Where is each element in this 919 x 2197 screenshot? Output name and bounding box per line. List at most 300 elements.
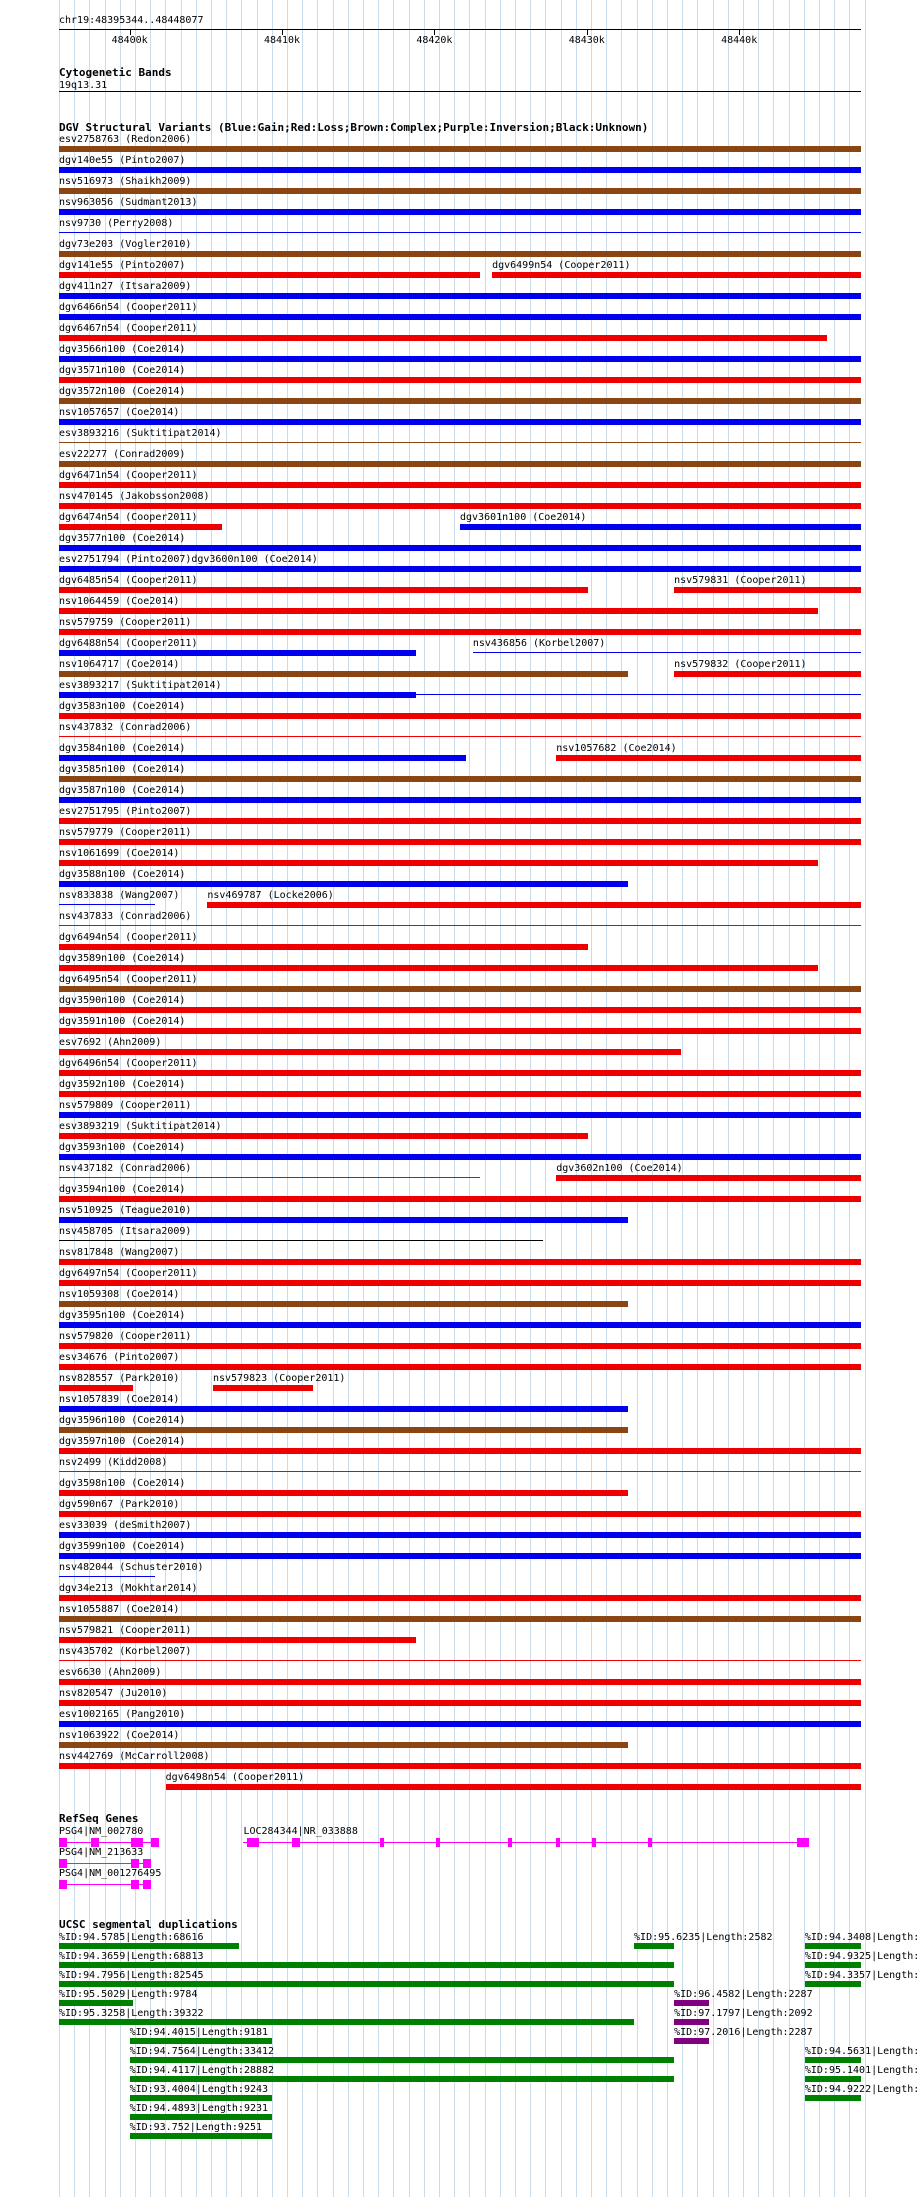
sv-bar-loss[interactable]	[59, 1364, 861, 1370]
sv-label[interactable]: nsv442769 (McCarroll2008)	[59, 1751, 210, 1762]
sv-bar-loss[interactable]	[59, 1679, 861, 1685]
sv-label[interactable]: dgv3571n100 (Coe2014)	[59, 365, 186, 376]
sv-bar-complex[interactable]	[59, 398, 861, 404]
cytoband-label: 19q13.31	[59, 80, 108, 91]
ruler-tick-label: 48410k	[263, 35, 301, 46]
sv-label[interactable]: esv3893217 (Suktitipat2014)	[59, 680, 222, 691]
segdup-label[interactable]: %ID:97.1797|Length:2092	[674, 2008, 813, 2019]
grid-line	[393, 0, 394, 2197]
sv-bar-complex[interactable]	[59, 251, 861, 257]
ruler-tick-label: 48420k	[416, 35, 453, 46]
sv-bar-loss[interactable]	[59, 925, 861, 926]
sv-bar-gain[interactable]	[59, 1532, 861, 1538]
grid-line	[804, 0, 805, 2197]
segdup-label[interactable]: %ID:94.3357|Length:	[804, 1970, 919, 1981]
sv-bar-gain[interactable]	[59, 1406, 628, 1412]
sv-bar-loss[interactable]	[59, 1763, 861, 1769]
segdup-bar[interactable]	[130, 2133, 272, 2139]
sv-bar-loss[interactable]	[59, 503, 861, 509]
sv-label[interactable]: nsv579820 (Cooper2011)	[59, 1331, 192, 1342]
sv-bar-loss[interactable]	[59, 629, 861, 635]
sv-label[interactable]: dgv6495n54 (Cooper2011)	[59, 974, 198, 985]
segdup-label[interactable]: %ID:94.7956|Length:82545	[59, 1970, 204, 1981]
gene-label[interactable]: PSG4|NM_002780	[59, 1826, 144, 1837]
cytoband-bar	[59, 91, 861, 92]
sv-bar-loss[interactable]	[556, 755, 861, 761]
sv-label[interactable]: dgv590n67 (Park2010)	[59, 1499, 180, 1510]
sv-label[interactable]: esv33039 (deSmith2007)	[59, 1520, 192, 1531]
gene-exon[interactable]	[508, 1838, 512, 1847]
sv-label[interactable]: nsv9730 (Perry2008)	[59, 218, 174, 229]
sv-bar-loss[interactable]	[59, 1196, 861, 1202]
grid-line	[576, 0, 577, 2197]
grid-line	[515, 0, 516, 2197]
grid-line	[758, 0, 759, 2197]
sv-label[interactable]: nsv1061699 (Coe2014)	[59, 848, 180, 859]
sv-bar-loss[interactable]	[59, 713, 861, 719]
gene-exon[interactable]	[91, 1838, 99, 1847]
sv-bar-loss[interactable]	[59, 335, 827, 341]
sv-label[interactable]: nsv1064717 (Coe2014)	[59, 659, 180, 670]
sv-bar-complex[interactable]	[59, 671, 628, 677]
grid-line	[439, 0, 440, 2197]
sv-label[interactable]: esv2751795 (Pinto2007)	[59, 806, 192, 817]
gene-exon[interactable]	[247, 1838, 259, 1847]
sv-bar-loss[interactable]	[59, 860, 818, 866]
refseq-title: RefSeq Genes	[59, 1812, 139, 1825]
sv-label[interactable]: nsv833838 (Wang2007)	[59, 890, 180, 901]
grid-line	[485, 0, 486, 2197]
sv-bar-loss[interactable]	[59, 1471, 861, 1472]
sv-bar-gain[interactable]	[59, 419, 861, 425]
sv-label[interactable]: dgv3590n100 (Coe2014)	[59, 995, 186, 1006]
sv-label[interactable]: dgv3593n100 (Coe2014)	[59, 1142, 186, 1153]
sv-bar-gain[interactable]	[59, 797, 861, 803]
sv-label[interactable]: dgv34e213 (Mokhtar2014)	[59, 1583, 198, 1594]
gene-exon[interactable]	[151, 1838, 159, 1847]
sv-label[interactable]: nsv435702 (Korbel2007)	[59, 1646, 192, 1657]
gene-exon[interactable]	[59, 1880, 67, 1889]
ruler-tick-label: 48400k	[111, 35, 148, 46]
sv-bar-loss[interactable]	[59, 1448, 861, 1454]
grid-line	[363, 0, 364, 2197]
grid-line	[561, 0, 562, 2197]
gene-exon[interactable]	[556, 1838, 560, 1847]
grid-line	[697, 0, 698, 2197]
sv-bar-complex[interactable]	[59, 1742, 628, 1748]
sv-bar-complex[interactable]	[59, 442, 861, 443]
sv-label[interactable]: nsv579779 (Cooper2011)	[59, 827, 192, 838]
segdup-label[interactable]: %ID:95.3258|Length:39322	[59, 2008, 204, 2019]
grid-line	[819, 0, 820, 2197]
sv-label[interactable]: dgv3572n100 (Coe2014)	[59, 386, 186, 397]
sv-label[interactable]: dgv6474n54 (Cooper2011)	[59, 512, 198, 523]
ruler-location: chr19:48395344..48448077	[59, 15, 204, 26]
segdup-bar[interactable]	[805, 2095, 861, 2101]
segdup-label[interactable]: %ID:97.2016|Length:2287	[674, 2027, 813, 2038]
cytoband-title: Cytogenetic Bands	[59, 66, 172, 79]
sv-label[interactable]: dgv6494n54 (Cooper2011)	[59, 932, 198, 943]
segdup-label[interactable]: %ID:96.4582|Length:2287	[674, 1989, 813, 2000]
gene-exon[interactable]	[592, 1838, 596, 1847]
sv-label[interactable]: nsv1055887 (Coe2014)	[59, 1604, 180, 1615]
sv-label[interactable]: dgv411n27 (Itsara2009)	[59, 281, 192, 292]
sv-bar-loss[interactable]	[59, 839, 861, 845]
sv-label[interactable]: nsv1063922 (Coe2014)	[59, 1730, 180, 1741]
segdup-bar[interactable]	[130, 2057, 675, 2063]
grid-line	[333, 0, 334, 2197]
sv-bar-loss[interactable]	[59, 1007, 861, 1013]
sv-bar-gain[interactable]	[59, 167, 861, 173]
ruler-tick-label: 48440k	[721, 35, 758, 46]
sv-label[interactable]: nsv436856 (Korbel2007)	[472, 638, 606, 649]
sv-label[interactable]: dgv6466n54 (Cooper2011)	[59, 302, 198, 313]
sv-bar-loss[interactable]	[59, 587, 588, 593]
grid-line	[348, 0, 349, 2197]
sv-bar-gain[interactable]	[59, 1217, 628, 1223]
sv-bar-gain[interactable]	[59, 1322, 861, 1328]
grid-line	[834, 0, 835, 2197]
sv-label[interactable]: dgv3584n100 (Coe2014)	[59, 743, 186, 754]
sv-bar-gain[interactable]	[59, 545, 861, 551]
sv-bar-gain[interactable]	[59, 293, 861, 299]
sv-label[interactable]: dgv3591n100 (Coe2014)	[59, 1016, 186, 1027]
sv-label[interactable]: esv34676 (Pinto2007)	[59, 1352, 180, 1363]
gene-exon[interactable]	[59, 1838, 67, 1847]
grid-line	[257, 0, 258, 2197]
sv-bar-gain[interactable]	[416, 694, 861, 695]
gene-label[interactable]: PSG4|NM_213633	[59, 1847, 144, 1858]
sv-label[interactable]: esv2751794 (Pinto2007)	[59, 554, 192, 565]
sv-label[interactable]: dgv6497n54 (Cooper2011)	[59, 1268, 198, 1279]
grid-line	[317, 0, 318, 2197]
sv-label[interactable]: esv2758763 (Redon2006)	[59, 134, 192, 145]
sv-bar-complex[interactable]	[59, 1616, 861, 1622]
segdup-bar[interactable]	[674, 2038, 708, 2044]
segdup-bar[interactable]	[805, 1943, 861, 1949]
sv-label[interactable]: dgv3600n100 (Coe2014)	[191, 554, 318, 565]
gene-exon[interactable]	[131, 1880, 139, 1889]
sv-bar-loss[interactable]	[59, 1660, 861, 1661]
sv-bar-complex[interactable]	[59, 776, 861, 782]
sv-label[interactable]: nsv1059308 (Coe2014)	[59, 1289, 180, 1300]
grid-line	[743, 0, 744, 2197]
ruler-tick-label: 48430k	[568, 35, 605, 46]
sv-bar-gain[interactable]	[59, 314, 861, 320]
sv-bar-complex[interactable]	[59, 461, 861, 467]
sv-bar-gain[interactable]	[460, 524, 861, 530]
segdup-title: UCSC segmental duplications	[59, 1918, 238, 1931]
sv-label[interactable]: nsv469787 (Locke2006)	[207, 890, 334, 901]
grid-line	[469, 0, 470, 2197]
segdup-bar[interactable]	[59, 1962, 674, 1968]
sv-bar-unknown[interactable]	[59, 1240, 543, 1241]
sv-bar-loss[interactable]	[59, 1091, 861, 1097]
sv-label[interactable]: dgv3598n100 (Coe2014)	[59, 1478, 186, 1489]
sv-bar-loss[interactable]	[59, 1070, 861, 1076]
segdup-label[interactable]: %ID:94.5631|Length:	[804, 2046, 919, 2057]
sv-bar-loss[interactable]	[213, 1385, 313, 1391]
sv-label[interactable]: dgv3583n100 (Coe2014)	[59, 701, 186, 712]
sv-label[interactable]: dgv3596n100 (Coe2014)	[59, 1415, 186, 1426]
sv-label[interactable]: esv1002165 (Pang2010)	[59, 1709, 186, 1720]
segdup-bar[interactable]	[59, 1943, 239, 1949]
sv-bar-complex[interactable]	[59, 146, 861, 152]
sv-bar-gain[interactable]	[59, 1553, 861, 1559]
gene-exon[interactable]	[648, 1838, 652, 1847]
grid-line	[545, 0, 546, 2197]
sv-label[interactable]: dgv3594n100 (Coe2014)	[59, 1184, 186, 1195]
grid-line	[637, 0, 638, 2197]
sv-label[interactable]: dgv6488n54 (Cooper2011)	[59, 638, 198, 649]
sv-label[interactable]: nsv963056 (Sudmant2013)	[59, 197, 198, 208]
segdup-label[interactable]: %ID:95.5029|Length:9784	[59, 1989, 198, 2000]
sv-bar-gain[interactable]	[59, 566, 861, 572]
gene-intron-line[interactable]	[59, 1842, 159, 1843]
sv-label[interactable]: dgv6499n54 (Cooper2011)	[492, 260, 631, 271]
sv-label[interactable]: nsv516973 (Shaikh2009)	[59, 176, 192, 187]
grid-line	[773, 0, 774, 2197]
segdup-bar[interactable]	[805, 2076, 861, 2082]
sv-label[interactable]: dgv6471n54 (Cooper2011)	[59, 470, 198, 481]
sv-label[interactable]: nsv579759 (Cooper2011)	[59, 617, 192, 628]
sv-bar-gain[interactable]	[59, 232, 861, 233]
sv-bar-loss[interactable]	[59, 1700, 861, 1706]
sv-label[interactable]: dgv3566n100 (Coe2014)	[59, 344, 186, 355]
sv-bar-gain[interactable]	[59, 356, 861, 362]
sv-bar-loss[interactable]	[59, 944, 588, 950]
segdup-label[interactable]: %ID:93.752|Length:9251	[129, 2122, 263, 2133]
grid-line	[500, 0, 501, 2197]
sv-label[interactable]: esv3893219 (Suktitipat2014)	[59, 1121, 222, 1132]
segdup-bar[interactable]	[59, 1981, 674, 1987]
grid-line	[287, 0, 288, 2197]
segdup-bar[interactable]	[805, 2057, 861, 2063]
sv-bar-gain[interactable]	[59, 209, 861, 215]
sv-bar-loss[interactable]	[59, 272, 480, 278]
sv-bar-loss[interactable]	[59, 1028, 861, 1034]
sv-label[interactable]: nsv458705 (Itsara2009)	[59, 1226, 192, 1237]
sv-label[interactable]: dgv140e55 (Pinto2007)	[59, 155, 186, 166]
ruler-line	[59, 29, 861, 30]
segdup-label[interactable]: %ID:94.3659|Length:68813	[59, 1951, 204, 1962]
segdup-bar[interactable]	[130, 2114, 272, 2120]
segdup-bar[interactable]	[130, 2076, 675, 2082]
grid-line	[606, 0, 607, 2197]
grid-line	[409, 0, 410, 2197]
segdup-label[interactable]: %ID:94.4117|Length:28882	[129, 2065, 275, 2076]
sv-label[interactable]: dgv3595n100 (Coe2014)	[59, 1310, 186, 1321]
sv-label[interactable]: dgv3601n100 (Coe2014)	[460, 512, 587, 523]
sv-label[interactable]: dgv3587n100 (Coe2014)	[59, 785, 186, 796]
sv-bar-complex[interactable]	[59, 1427, 628, 1433]
grid-line	[454, 0, 455, 2197]
sv-label[interactable]: nsv437833 (Conrad2006)	[59, 911, 192, 922]
sv-label[interactable]: dgv3602n100 (Coe2014)	[556, 1163, 683, 1174]
sv-label[interactable]: esv6630 (Ahn2009)	[59, 1667, 162, 1678]
grid-line	[302, 0, 303, 2197]
sv-bar-loss[interactable]	[674, 587, 861, 593]
segdup-bar[interactable]	[674, 2000, 708, 2006]
sv-label[interactable]: dgv6485n54 (Cooper2011)	[59, 575, 198, 586]
sv-label[interactable]: nsv579832 (Cooper2011)	[674, 659, 807, 670]
sv-bar-gain[interactable]	[59, 692, 416, 698]
sv-label[interactable]: nsv579821 (Cooper2011)	[59, 1625, 192, 1636]
segdup-bar[interactable]	[805, 1981, 861, 1987]
sv-bar-loss[interactable]	[59, 1280, 861, 1286]
sv-bar-loss[interactable]	[59, 1343, 861, 1349]
segdup-label[interactable]: %ID:94.7564|Length:33412	[129, 2046, 275, 2057]
segdup-bar[interactable]	[674, 2019, 708, 2025]
sv-label[interactable]: dgv3592n100 (Coe2014)	[59, 1079, 186, 1090]
gene-label[interactable]: LOC284344|NR_033888	[243, 1826, 358, 1837]
sv-label[interactable]: dgv3577n100 (Coe2014)	[59, 533, 186, 544]
sv-label[interactable]: nsv1064459 (Coe2014)	[59, 596, 180, 607]
grid-line	[682, 0, 683, 2197]
sv-bar-loss[interactable]	[59, 1490, 628, 1496]
sv-label[interactable]: dgv73e203 (Vogler2010)	[59, 239, 192, 250]
grid-line	[621, 0, 622, 2197]
gene-exon[interactable]	[292, 1838, 300, 1847]
grid-line	[789, 0, 790, 2197]
grid-line	[652, 0, 653, 2197]
gene-exon[interactable]	[436, 1838, 440, 1847]
sv-label[interactable]: dgv6467n54 (Cooper2011)	[59, 323, 198, 334]
segdup-label[interactable]: %ID:94.4893|Length:9231	[129, 2103, 269, 2114]
sv-label[interactable]: dgv3589n100 (Coe2014)	[59, 953, 186, 964]
segdup-label[interactable]: %ID:94.3408|Length:	[804, 1932, 919, 1943]
grid-line	[378, 0, 379, 2197]
sv-label[interactable]: nsv510925 (Teague2010)	[59, 1205, 192, 1216]
segdup-bar[interactable]	[59, 2019, 634, 2025]
sv-bar-loss[interactable]	[59, 524, 222, 530]
sv-label[interactable]: nsv579823 (Cooper2011)	[212, 1373, 346, 1384]
grid-line	[530, 0, 531, 2197]
gene-exon[interactable]	[143, 1859, 151, 1868]
grid-line	[713, 0, 714, 2197]
sv-bar-loss[interactable]	[492, 272, 861, 278]
sv-bar-gain[interactable]	[59, 904, 155, 905]
sv-label[interactable]: nsv1057657 (Coe2014)	[59, 407, 180, 418]
gene-exon[interactable]	[131, 1859, 139, 1868]
sv-bar-gain[interactable]	[59, 1154, 861, 1160]
sv-bar-loss[interactable]	[59, 608, 818, 614]
sv-label[interactable]: nsv817848 (Wang2007)	[59, 1247, 180, 1258]
grid-line	[424, 0, 425, 2197]
sv-bar-gain[interactable]	[59, 881, 628, 887]
segdup-bar[interactable]	[130, 2038, 272, 2044]
sv-label[interactable]: nsv482044 (Schuster2010)	[59, 1562, 204, 1573]
segdup-label[interactable]: %ID:95.6235|Length:2582	[634, 1932, 773, 1943]
grid-line	[591, 0, 592, 2197]
segdup-label[interactable]: %ID:93.4004|Length:9243	[129, 2084, 269, 2095]
segdup-label[interactable]: %ID:94.4015|Length:9181	[129, 2027, 269, 2038]
sv-label[interactable]: nsv828557 (Park2010)	[59, 1373, 180, 1384]
sv-bar-loss[interactable]	[59, 1511, 861, 1517]
sv-label[interactable]: nsv2499 (Kidd2008)	[59, 1457, 168, 1468]
sv-bar-loss[interactable]	[59, 818, 861, 824]
gene-exon[interactable]	[797, 1838, 809, 1847]
sv-bar-complex[interactable]	[59, 188, 861, 194]
gene-intron-line[interactable]	[243, 1842, 808, 1843]
grid-line	[865, 0, 866, 2197]
segdup-bar[interactable]	[634, 1943, 674, 1949]
sv-bar-gain[interactable]	[59, 650, 416, 656]
sv-bar-loss[interactable]	[59, 1177, 480, 1178]
sv-bar-loss[interactable]	[166, 1784, 861, 1790]
sv-bar-loss[interactable]	[59, 965, 818, 971]
sv-bar-loss[interactable]	[59, 1595, 861, 1601]
segdup-bar[interactable]	[130, 2095, 272, 2101]
sv-bar-loss[interactable]	[59, 1385, 133, 1391]
sv-label[interactable]: esv3893216 (Suktitipat2014)	[59, 428, 222, 439]
sv-bar-gain[interactable]	[59, 1721, 861, 1727]
segdup-bar[interactable]	[59, 2000, 133, 2006]
sv-label[interactable]: dgv6498n54 (Cooper2011)	[165, 1772, 305, 1783]
sv-label[interactable]: nsv820547 (Ju2010)	[59, 1688, 168, 1699]
segdup-label[interactable]: %ID:95.1401|Length:	[804, 2065, 919, 2076]
sv-bar-loss[interactable]	[556, 1175, 861, 1181]
grid-line	[272, 0, 273, 2197]
sv-label[interactable]: dgv3585n100 (Coe2014)	[59, 764, 186, 775]
sv-bar-loss[interactable]	[59, 736, 861, 737]
sv-bar-loss[interactable]	[59, 482, 861, 488]
segdup-label[interactable]: %ID:94.9325|Length:	[804, 1951, 919, 1962]
sv-bar-loss[interactable]	[59, 1049, 681, 1055]
grid-line	[226, 0, 227, 2197]
sv-bar-gain[interactable]	[473, 652, 861, 653]
sv-label[interactable]: nsv470145 (Jakobsson2008)	[59, 491, 210, 502]
segdup-label[interactable]: %ID:94.9222|Length:	[804, 2084, 919, 2095]
sv-bar-loss[interactable]	[59, 1637, 416, 1643]
sv-label[interactable]: nsv1057682 (Coe2014)	[556, 743, 677, 754]
sv-label[interactable]: dgv3599n100 (Coe2014)	[59, 1541, 186, 1552]
sv-label[interactable]: nsv1057839 (Coe2014)	[59, 1394, 180, 1405]
sv-label[interactable]: nsv437182 (Conrad2006)	[59, 1163, 192, 1174]
gene-exon[interactable]	[380, 1838, 384, 1847]
sv-bar-gain[interactable]	[59, 755, 466, 761]
sv-bar-loss[interactable]	[59, 1133, 588, 1139]
sv-label[interactable]: esv7692 (Ahn2009)	[59, 1037, 162, 1048]
sv-label[interactable]: nsv437832 (Conrad2006)	[59, 722, 192, 733]
sv-bar-complex[interactable]	[59, 1301, 628, 1307]
segdup-bar[interactable]	[805, 1962, 861, 1968]
gene-exon[interactable]	[59, 1859, 67, 1868]
grid-line	[667, 0, 668, 2197]
sv-label[interactable]: dgv3588n100 (Coe2014)	[59, 869, 186, 880]
sv-label[interactable]: dgv3597n100 (Coe2014)	[59, 1436, 186, 1447]
grid-line	[849, 0, 850, 2197]
sv-label[interactable]: dgv141e55 (Pinto2007)	[59, 260, 186, 271]
gene-exon[interactable]	[143, 1880, 151, 1889]
sv-bar-gain[interactable]	[59, 1112, 861, 1118]
sv-label[interactable]: esv22277 (Conrad2009)	[59, 449, 186, 460]
sv-label[interactable]: dgv6496n54 (Cooper2011)	[59, 1058, 198, 1069]
sv-bar-complex[interactable]	[59, 986, 861, 992]
sv-bar-gain[interactable]	[59, 1576, 155, 1577]
gene-exon[interactable]	[131, 1838, 143, 1847]
segdup-label[interactable]: %ID:94.5785|Length:68616	[59, 1932, 204, 1943]
sv-bar-loss[interactable]	[674, 671, 861, 677]
sv-label[interactable]: nsv579831 (Cooper2011)	[674, 575, 807, 586]
sv-label[interactable]: nsv579809 (Cooper2011)	[59, 1100, 192, 1111]
grid-line	[241, 0, 242, 2197]
sv-bar-loss[interactable]	[59, 1259, 861, 1265]
sv-bar-loss[interactable]	[59, 377, 861, 383]
sv-bar-loss[interactable]	[207, 902, 861, 908]
grid-line	[728, 0, 729, 2197]
gene-label[interactable]: PSG4|NM_001276495	[59, 1868, 162, 1879]
